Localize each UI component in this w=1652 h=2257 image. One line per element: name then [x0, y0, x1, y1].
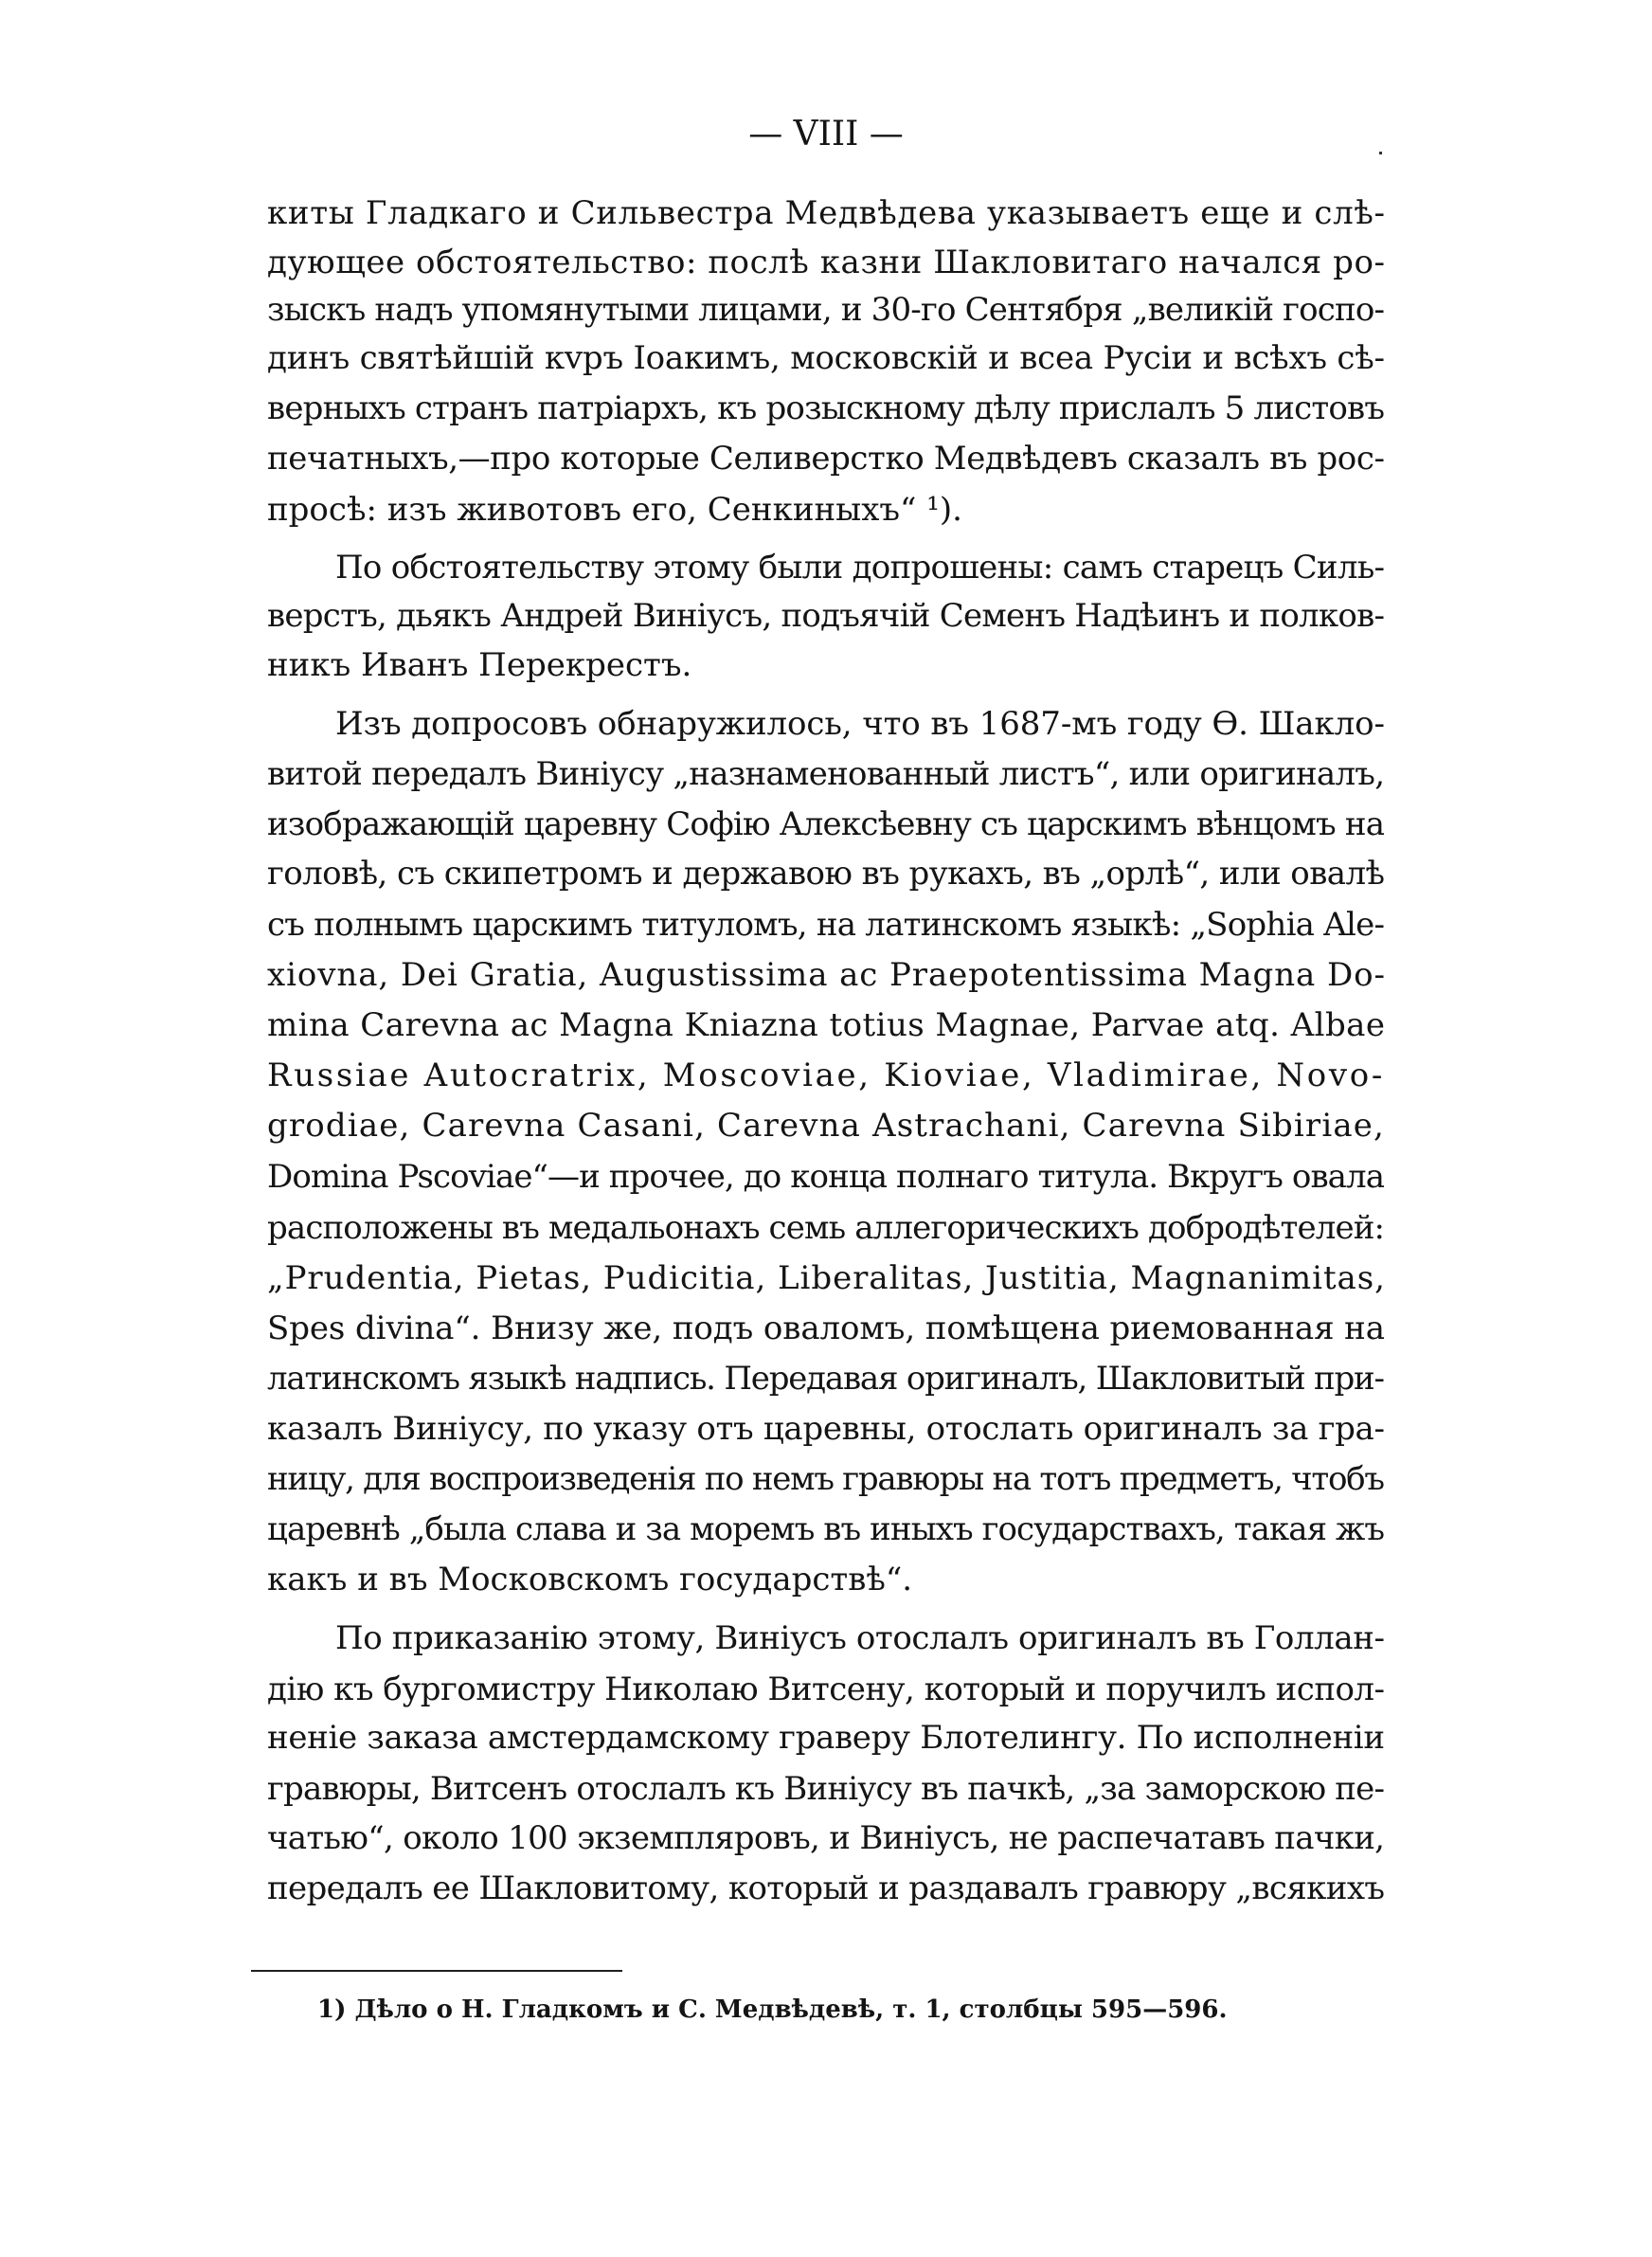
text-line: печатныхъ,—про которые Селиверстко Медвѣдевъ сказалъ въ рос-	[267, 440, 1385, 478]
text-line: „Prudentia, Pietas, Pudicitia, Liberalitas, Justitia, Magnanimitas,	[267, 1259, 1386, 1297]
text-line: просѣ: изъ животовъ его, Сенкиныхъ“ ¹).	[267, 491, 962, 529]
text-line: Изъ допросовъ обнаружилось, что въ 1687-мъ году Ѳ. Шакло-	[335, 705, 1385, 743]
text-line: ницу, для воспроизведенія по немъ гравюры на тотъ предметъ, чтобъ	[267, 1460, 1384, 1498]
text-line: Domina Pscoviae“—и прочее, до конца полнаго титула. Вкругъ овала	[267, 1158, 1385, 1196]
text-line: дующее обстоятельство: послѣ казни Шакловитаго начался ро-	[267, 244, 1386, 281]
text-line: изображающій царевну Софію Алексѣевну съ царскимъ вѣнцомъ на	[267, 805, 1385, 843]
text-line: головѣ, съ скипетромъ и державою въ рукахъ, въ „орлѣ“, или овалѣ	[267, 855, 1385, 893]
text-line: зыскъ надъ упомянутыми лицами, и 30-го Сентября „великій госпо-	[267, 291, 1385, 329]
text-line: верныхъ странъ патріархъ, къ розыскному дѣлу прислалъ 5 листовъ	[267, 389, 1385, 427]
text-line: царевнѣ „была слава и за моремъ въ иныхъ государствахъ, такая жъ	[267, 1510, 1385, 1548]
text-line: динъ святѣйшій кvръ Іоакимъ, московскій и всеа Русіи и всѣхъ сѣ-	[267, 339, 1385, 377]
text-line: По обстоятельству этому были допрошены: самъ старецъ Силь-	[335, 549, 1385, 587]
footnote-rule	[251, 1970, 622, 1972]
text-line: киты Гладкаго и Сильвестра Медвѣдева указываетъ еще и слѣ-	[267, 194, 1386, 232]
text-line: латинскомъ языкѣ надпись. Передавая оригиналъ, Шакловитый при-	[267, 1360, 1384, 1398]
footnote: 1) Дѣло о Н. Гладкомъ и С. Медвѣдевѣ, т. 1, столбцы 595—596.	[317, 1995, 1228, 2024]
print-speck	[1379, 152, 1382, 154]
text-line: xiovna, Dei Gratia, Augustissima ac Praepotentissima Magna Do-	[267, 956, 1386, 994]
text-line: По приказанію этому, Виніусъ отослалъ оригиналъ въ Голлан-	[335, 1619, 1385, 1657]
text-line: grodiae, Carevna Casani, Carevna Astrachani, Carevna Sibiriae,	[267, 1107, 1385, 1145]
page-number: — VIII —	[748, 115, 904, 153]
text-line: mina Carevna ac Magna Kniazna totius Magnae, Parvae atq. Albae	[267, 1006, 1386, 1044]
text-line: съ полнымъ царскимъ титуломъ, на латинскомъ языкѣ: „Sophia Ale-	[267, 906, 1385, 944]
text-line: чатью“, около 100 экземпляровъ, и Виніусъ, не распечатавъ пачки,	[267, 1819, 1385, 1857]
text-line: гравюры, Витсенъ отослалъ къ Виніусу въ пачкѣ, „за заморскою пе-	[267, 1770, 1385, 1808]
text-line: витой передалъ Виніусу „назнаменованный листъ“, или оригиналъ,	[267, 755, 1385, 793]
text-line: верстъ, дьякъ Андрей Виніусъ, подъячій Семенъ Надѣинъ и полков-	[267, 597, 1385, 635]
text-line: передалъ ее Шакловитому, который и раздавалъ гравюру „всякихъ	[267, 1869, 1385, 1907]
text-line: Spes divina“. Внизу же, подъ оваломъ, помѣщена риемованная на	[267, 1309, 1385, 1347]
text-line: никъ Иванъ Перекрестъ.	[267, 646, 692, 684]
text-line: расположены въ медальонахъ семь аллегорическихъ добродѣтелей:	[267, 1209, 1385, 1247]
text-line: Russiae Autocratrix, Moscoviae, Kioviae, Vladimirae, Novo-	[267, 1056, 1385, 1094]
text-line: неніе заказа амстердамскому граверу Блотелингу. По исполненіи	[267, 1719, 1385, 1757]
text-line: какъ и въ Московскомъ государствѣ“.	[267, 1561, 913, 1598]
text-line: казалъ Виніусу, по указу отъ царевны, отослать оригиналъ за гра-	[267, 1410, 1385, 1448]
text-line: дію къ бургомистру Николаю Витсену, который и поручилъ испол-	[267, 1670, 1385, 1708]
